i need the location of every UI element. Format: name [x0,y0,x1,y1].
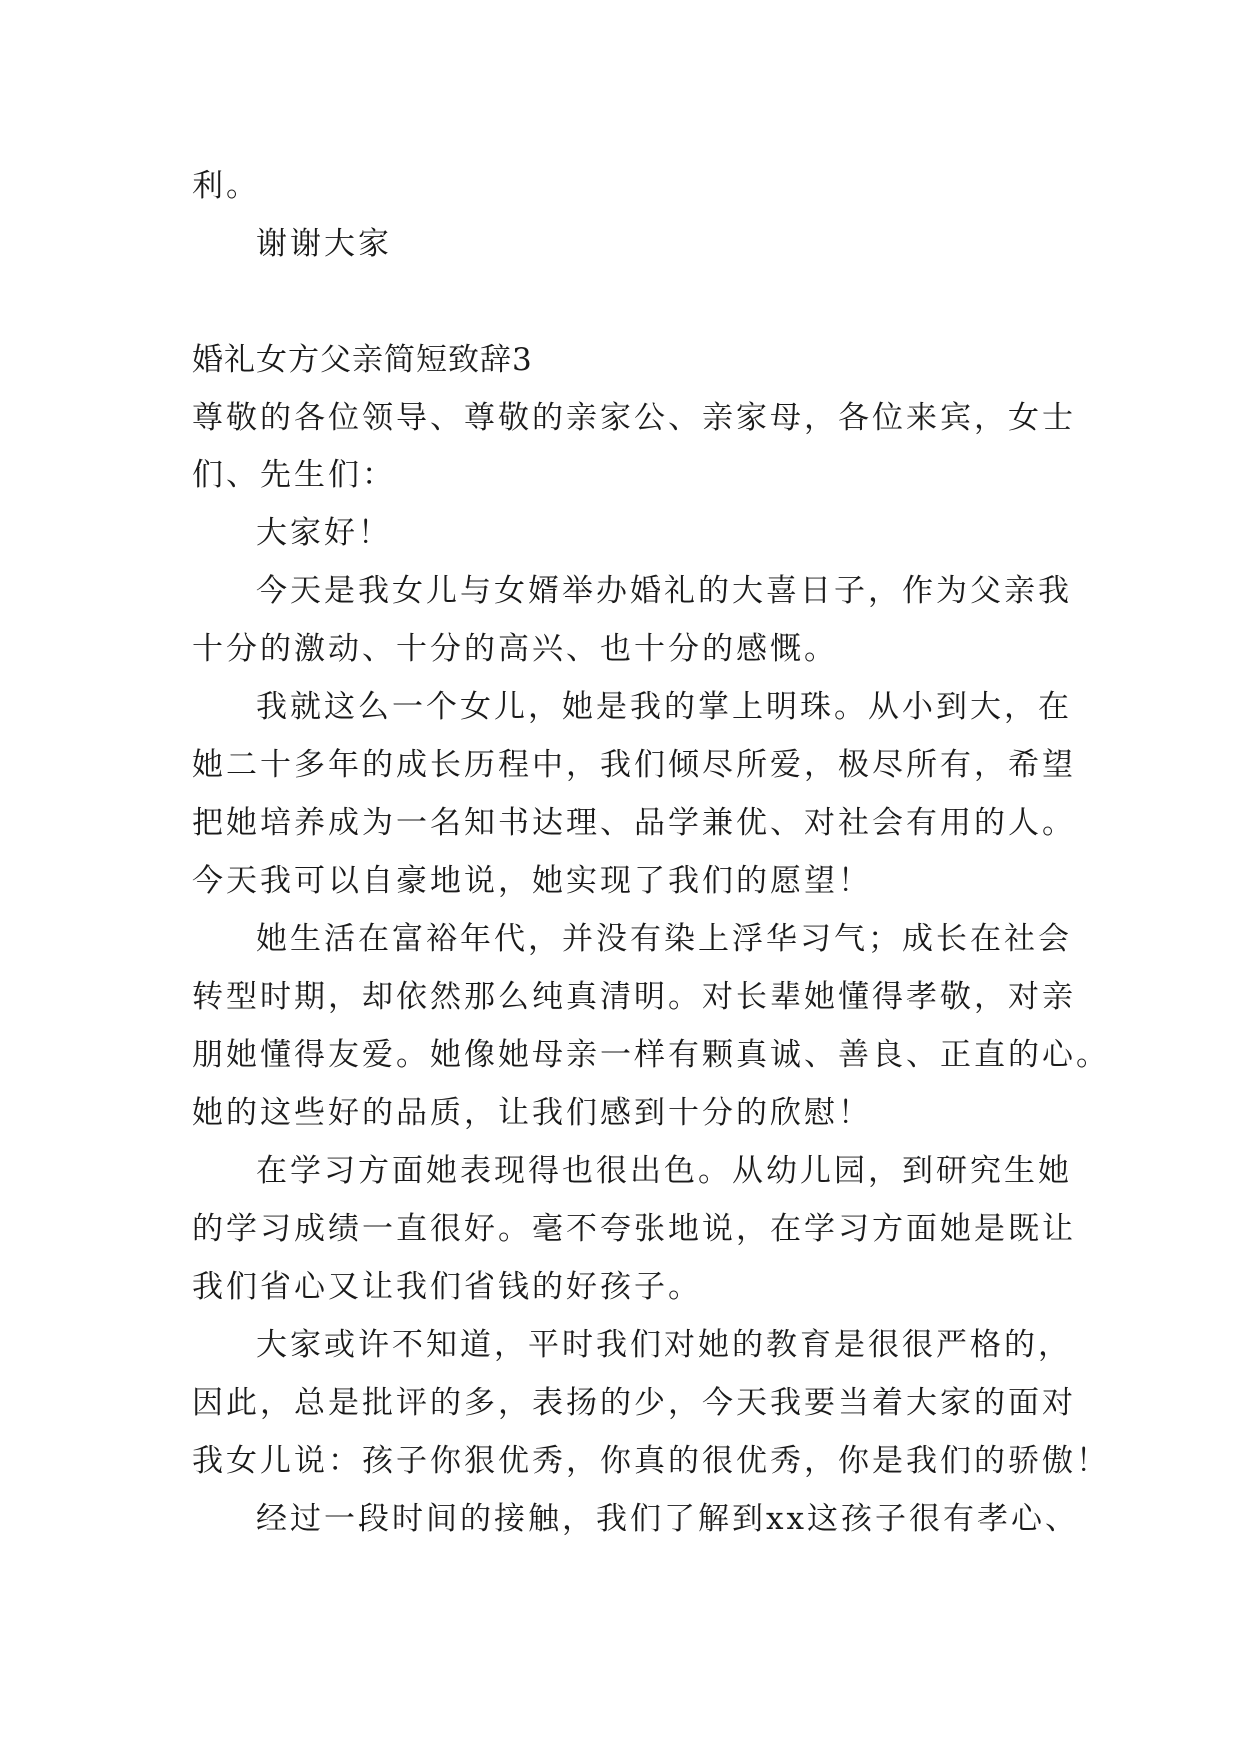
text-line-1: 利。 [192,168,260,204]
text-line-14: 朋她懂得友爱。她像她母亲一样有颗真诚、善良、正直的心。 [192,1037,1110,1073]
text-line-4: 们、先生们： [192,457,396,493]
text-line-8: 我就这么一个女儿，她是我的掌上明珠。从小到大，在 [256,689,1072,725]
text-line-10: 把她培养成为一名知书达理、品学兼优、对社会有用的人。 [192,805,1076,841]
text-line-20: 因此，总是批评的多，表扬的少，今天我要当着大家的面对 [192,1385,1076,1421]
text-line-9: 她二十多年的成长历程中，我们倾尽所爱，极尽所有，希望 [192,747,1076,783]
text-line-21: 我女儿说：孩子你狠优秀，你真的很优秀，你是我们的骄傲！ [192,1443,1110,1479]
text-line-13: 转型时期，却依然那么纯真清明。对长辈她懂得孝敬，对亲 [192,979,1076,1015]
text-line-5: 大家好！ [256,515,392,551]
text-line-6: 今天是我女儿与女婿举办婚礼的大喜日子，作为父亲我 [256,573,1072,609]
section-heading: 婚礼女方父亲简短致辞3 [192,342,533,378]
text-line-18: 我们省心又让我们省钱的好孩子。 [192,1269,702,1305]
text-line-17: 的学习成绩一直很好。毫不夸张地说，在学习方面她是既让 [192,1211,1076,1247]
text-line-22: 经过一段时间的接触，我们了解到xx这孩子很有孝心、 [256,1501,1079,1537]
text-line-2: 谢谢大家 [256,226,392,262]
text-line-15: 她的这些好的品质，让我们感到十分的欣慰！ [192,1095,872,1131]
text-line-12: 她生活在富裕年代，并没有染上浮华习气；成长在社会 [256,921,1072,957]
text-line-3: 尊敬的各位领导、尊敬的亲家公、亲家母，各位来宾，女士 [192,400,1076,436]
text-line-11: 今天我可以自豪地说，她实现了我们的愿望！ [192,863,872,899]
text-line-19: 大家或许不知道，平时我们对她的教育是很很严格的， [256,1327,1072,1363]
text-line-16: 在学习方面她表现得也很出色。从幼儿园，到研究生她 [256,1153,1072,1189]
text-line-7: 十分的激动、十分的高兴、也十分的感慨。 [192,631,838,667]
